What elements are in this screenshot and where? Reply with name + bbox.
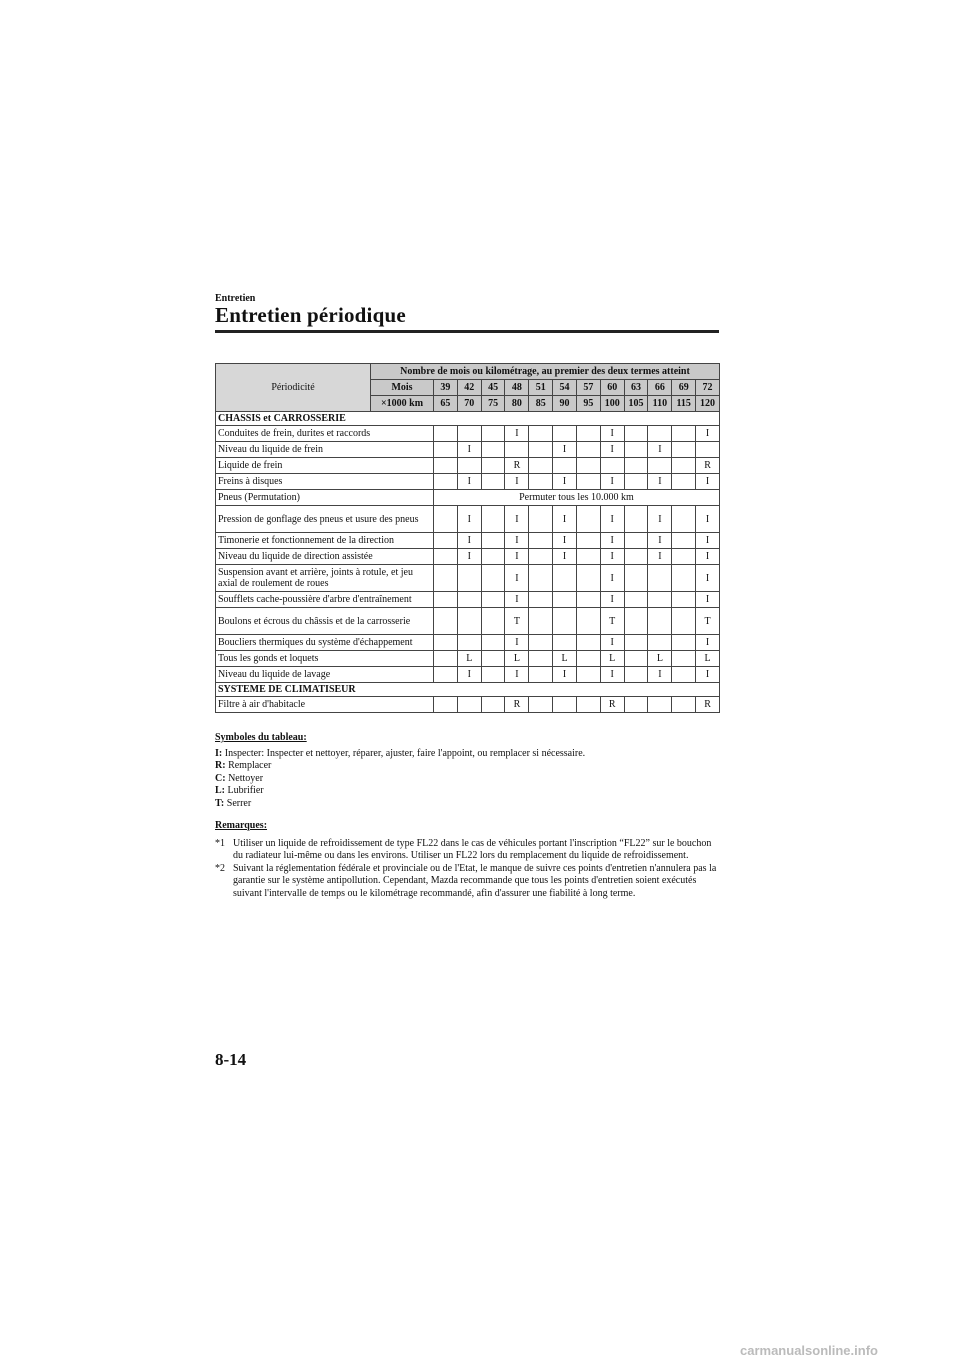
schedule-cell — [529, 565, 553, 592]
schedule-cell — [457, 635, 481, 651]
table-row — [216, 442, 720, 458]
period-header: Périodicité — [216, 364, 371, 412]
schedule-cell — [434, 458, 458, 474]
schedule-cell — [481, 549, 505, 565]
month-header: 51 — [529, 380, 553, 396]
schedule-cell — [576, 458, 600, 474]
schedule-cell: I — [696, 635, 720, 651]
schedule-cell: I — [505, 474, 529, 490]
schedule-cell — [576, 426, 600, 442]
schedule-cell — [553, 635, 577, 651]
table-row — [216, 533, 720, 549]
schedule-cell: I — [553, 533, 577, 549]
month-header: 45 — [481, 380, 505, 396]
schedule-cell: I — [457, 474, 481, 490]
schedule-cell — [529, 533, 553, 549]
schedule-cell — [529, 608, 553, 635]
schedule-cell: I — [600, 442, 624, 458]
remark-text: Suivant la réglementation fédérale et provinciale ou de l'Etat, le manque de suivre ces points d'entretien n'annulera pas la garantie sur le système antipollution. Cependant, Mazda recommande que tous les points d'entretien soient exécutés suivant l'intervalle de temps ou le kilométrage recommandé, afin d'assurer une fiabilité à long terme. — [233, 862, 717, 899]
month-header: 39 — [434, 380, 458, 396]
schedule-cell: I — [553, 474, 577, 490]
schedule-cell — [481, 474, 505, 490]
schedule-cell — [576, 549, 600, 565]
remark-item — [215, 838, 719, 863]
schedule-cell — [481, 506, 505, 533]
row-label: Freins à disques — [216, 474, 434, 490]
schedule-cell — [529, 474, 553, 490]
schedule-cell — [481, 667, 505, 683]
schedule-cell — [553, 426, 577, 442]
legend-text: Lubrifier — [225, 785, 264, 797]
schedule-cell — [553, 458, 577, 474]
schedule-cell: R — [505, 697, 529, 713]
title-rule — [215, 330, 719, 333]
schedule-cell — [481, 592, 505, 608]
schedule-cell — [481, 608, 505, 635]
schedule-cell: I — [457, 533, 481, 549]
schedule-cell — [553, 697, 577, 713]
month-header: 57 — [576, 380, 600, 396]
page-number: 8-14 — [215, 1050, 247, 1069]
km-header: 65 — [434, 396, 458, 412]
schedule-cell: I — [696, 506, 720, 533]
schedule-cell: I — [648, 442, 672, 458]
schedule-cell: I — [600, 506, 624, 533]
schedule-cell — [624, 651, 648, 667]
page-title: Entretien périodique — [215, 303, 406, 327]
schedule-cell: I — [600, 533, 624, 549]
legend-item — [215, 748, 585, 760]
schedule-cell — [434, 442, 458, 458]
section-heading: SYSTEME DE CLIMATISEUR — [216, 683, 720, 697]
legend-item — [215, 773, 585, 785]
km-header: 110 — [648, 396, 672, 412]
schedule-cell: I — [505, 635, 529, 651]
schedule-cell — [481, 533, 505, 549]
schedule-cell — [529, 592, 553, 608]
schedule-cell — [434, 608, 458, 635]
schedule-cell — [624, 549, 648, 565]
schedule-cell — [434, 506, 458, 533]
legend-text: Inspecter: Inspecter et nettoyer, réparer, ajuster, faire l'appoint, ou remplacer si nécessaire. — [222, 748, 586, 759]
schedule-cell: R — [600, 697, 624, 713]
schedule-cell — [624, 608, 648, 635]
schedule-cell — [434, 549, 458, 565]
schedule-cell — [576, 533, 600, 549]
schedule-cell: I — [457, 506, 481, 533]
schedule-cell: I — [457, 667, 481, 683]
schedule-cell — [672, 667, 696, 683]
row-label: Pression de gonflage des pneus et usure des pneus — [216, 506, 434, 533]
schedule-cell — [576, 442, 600, 458]
row-label: Soufflets cache-poussière d'arbre d'entraînement — [216, 592, 434, 608]
schedule-cell: I — [696, 565, 720, 592]
month-header: 54 — [553, 380, 577, 396]
table-row — [216, 651, 720, 667]
row-label: Timonerie et fonctionnement de la direction — [216, 533, 434, 549]
schedule-cell: L — [505, 651, 529, 667]
legend-list — [215, 748, 585, 810]
legend-code: R: — [215, 760, 226, 772]
schedule-cell — [624, 667, 648, 683]
month-header: 72 — [696, 380, 720, 396]
table-row — [216, 697, 720, 713]
schedule-cell — [576, 635, 600, 651]
schedule-cell — [672, 506, 696, 533]
schedule-cell: L — [553, 651, 577, 667]
months-label: Mois — [371, 380, 434, 396]
schedule-cell — [672, 458, 696, 474]
month-header: 69 — [672, 380, 696, 396]
table-row — [216, 592, 720, 608]
schedule-cell — [672, 474, 696, 490]
km-header: 75 — [481, 396, 505, 412]
schedule-cell — [624, 565, 648, 592]
schedule-cell — [481, 635, 505, 651]
month-header: 63 — [624, 380, 648, 396]
schedule-cell: I — [505, 426, 529, 442]
schedule-cell: I — [696, 426, 720, 442]
section-label: Entretien — [215, 293, 256, 304]
schedule-cell: L — [696, 651, 720, 667]
km-header: 85 — [529, 396, 553, 412]
schedule-cell — [529, 506, 553, 533]
month-header: 42 — [457, 380, 481, 396]
schedule-cell — [624, 426, 648, 442]
schedule-cell — [576, 565, 600, 592]
km-header: 70 — [457, 396, 481, 412]
schedule-cell — [600, 458, 624, 474]
schedule-cell: L — [600, 651, 624, 667]
section-heading: CHASSIS et CARROSSERIE — [216, 412, 720, 426]
schedule-cell — [553, 565, 577, 592]
schedule-cell: R — [696, 458, 720, 474]
row-label: Suspension avant et arrière, joints à rotule, et jeu axial de roulement de roues — [216, 565, 434, 592]
schedule-cell — [576, 592, 600, 608]
schedule-cell: I — [600, 474, 624, 490]
schedule-cell: I — [600, 426, 624, 442]
km-header: 105 — [624, 396, 648, 412]
schedule-cell — [529, 697, 553, 713]
schedule-cell — [648, 608, 672, 635]
schedule-cell — [624, 635, 648, 651]
schedule-cell — [457, 608, 481, 635]
row-label: Filtre à air d'habitacle — [216, 697, 434, 713]
row-label: Niveau du liquide de frein — [216, 442, 434, 458]
schedule-cell — [529, 651, 553, 667]
schedule-cell — [457, 592, 481, 608]
table-row — [216, 635, 720, 651]
schedule-cell: I — [505, 506, 529, 533]
table-row — [216, 565, 720, 592]
legend-item — [215, 785, 585, 797]
schedule-cell — [529, 667, 553, 683]
schedule-cell: I — [553, 549, 577, 565]
schedule-cell: I — [553, 667, 577, 683]
schedule-cell — [576, 506, 600, 533]
schedule-cell: T — [600, 608, 624, 635]
km-header: 95 — [576, 396, 600, 412]
schedule-cell: I — [696, 533, 720, 549]
schedule-cell: I — [648, 549, 672, 565]
schedule-cell — [481, 458, 505, 474]
schedule-cell: I — [648, 533, 672, 549]
schedule-cell — [624, 697, 648, 713]
row-span-value: Permuter tous les 10.000 km — [434, 490, 720, 506]
remark-number: *2 — [215, 862, 225, 874]
schedule-cell — [434, 474, 458, 490]
schedule-cell — [576, 697, 600, 713]
schedule-cell — [529, 458, 553, 474]
legend-code: I: — [215, 748, 223, 759]
schedule-cell: I — [600, 635, 624, 651]
schedule-cell: T — [696, 608, 720, 635]
km-label: ×1000 km — [371, 396, 434, 412]
schedule-cell — [648, 458, 672, 474]
schedule-cell: L — [648, 651, 672, 667]
schedule-cell: I — [457, 549, 481, 565]
schedule-cell — [576, 474, 600, 490]
schedule-cell — [672, 549, 696, 565]
schedule-cell: R — [505, 458, 529, 474]
schedule-cell — [672, 592, 696, 608]
schedule-cell — [457, 565, 481, 592]
schedule-cell — [576, 651, 600, 667]
legend-text: Nettoyer — [225, 772, 264, 784]
schedule-cell — [672, 635, 696, 651]
schedule-cell: I — [696, 549, 720, 565]
schedule-cell: I — [600, 592, 624, 608]
schedule-cell: T — [505, 608, 529, 635]
schedule-cell: I — [457, 442, 481, 458]
schedule-cell — [576, 667, 600, 683]
remarks-title: Remarques: — [215, 820, 268, 831]
schedule-cell — [624, 442, 648, 458]
km-header: 90 — [553, 396, 577, 412]
km-header: 120 — [696, 396, 720, 412]
schedule-cell: I — [696, 667, 720, 683]
schedule-cell — [624, 506, 648, 533]
schedule-cell: I — [505, 592, 529, 608]
table-row — [216, 549, 720, 565]
schedule-cell — [434, 697, 458, 713]
schedule-cell — [481, 651, 505, 667]
maintenance-schedule-table — [215, 363, 720, 713]
table-row — [216, 458, 720, 474]
row-label: Boucliers thermiques du système d'échappement — [216, 635, 434, 651]
schedule-cell — [434, 565, 458, 592]
month-header: 48 — [505, 380, 529, 396]
schedule-cell: I — [553, 506, 577, 533]
legend-code: L: — [215, 785, 225, 797]
schedule-cell — [672, 426, 696, 442]
schedule-cell — [624, 474, 648, 490]
row-label: Niveau du liquide de lavage — [216, 667, 434, 683]
schedule-cell — [434, 533, 458, 549]
row-label: Conduites de frein, durites et raccords — [216, 426, 434, 442]
schedule-cell — [481, 442, 505, 458]
schedule-cell: I — [600, 549, 624, 565]
legend-text: Remplacer — [225, 760, 272, 772]
schedule-cell — [481, 426, 505, 442]
schedule-cell: I — [505, 565, 529, 592]
schedule-cell — [648, 565, 672, 592]
table-row — [216, 426, 720, 442]
section-row — [216, 412, 720, 426]
schedule-cell — [696, 442, 720, 458]
schedule-cell: I — [600, 565, 624, 592]
schedule-cell: I — [505, 667, 529, 683]
schedule-cell — [529, 549, 553, 565]
remark-text: Utiliser un liquide de refroidissement de type FL22 dans le cas de véhicules portant l'inscription “FL22” sur le bouchon du radiateur lui-même ou dans les environs. Utiliser un FL22 lors du remplacement du liquide de refroidissement. — [233, 838, 712, 862]
schedule-cell — [481, 565, 505, 592]
table-row — [216, 608, 720, 635]
row-label: Liquide de frein — [216, 458, 434, 474]
schedule-cell: I — [648, 667, 672, 683]
legend-code: C: — [215, 772, 226, 784]
schedule-cell — [648, 697, 672, 713]
schedule-cell — [553, 608, 577, 635]
schedule-cell: I — [505, 533, 529, 549]
table-row — [216, 506, 720, 533]
remark-number: *1 — [215, 838, 225, 849]
schedule-cell — [457, 426, 481, 442]
row-label: Tous les gonds et loquets — [216, 651, 434, 667]
table-row — [216, 474, 720, 490]
schedule-cell — [576, 608, 600, 635]
row-label: Niveau du liquide de direction assistée — [216, 549, 434, 565]
schedule-cell — [624, 458, 648, 474]
schedule-cell — [648, 592, 672, 608]
km-header: 80 — [505, 396, 529, 412]
schedule-cell: R — [696, 697, 720, 713]
watermark: carmanualsonline.info — [740, 1343, 878, 1358]
schedule-cell — [434, 667, 458, 683]
remark-item — [215, 863, 719, 900]
schedule-cell — [672, 697, 696, 713]
km-header: 115 — [672, 396, 696, 412]
schedule-cell: I — [553, 442, 577, 458]
table-row — [216, 490, 720, 506]
schedule-cell — [553, 592, 577, 608]
schedule-cell — [505, 442, 529, 458]
schedule-cell: I — [648, 474, 672, 490]
month-header: 66 — [648, 380, 672, 396]
schedule-cell — [457, 458, 481, 474]
schedule-cell — [434, 426, 458, 442]
schedule-cell — [529, 442, 553, 458]
legend-code: T: — [215, 797, 225, 809]
schedule-cell — [672, 442, 696, 458]
table-row — [216, 667, 720, 683]
row-label: Boulons et écrous du châssis et de la carrosserie — [216, 608, 434, 635]
legend-title: Symboles du tableau: — [215, 732, 307, 743]
month-header: 60 — [600, 380, 624, 396]
schedule-cell — [434, 635, 458, 651]
span-header: Nombre de mois ou kilométrage, au premier des deux termes atteint — [371, 364, 720, 380]
schedule-cell — [529, 635, 553, 651]
schedule-cell: L — [457, 651, 481, 667]
remarks-list — [215, 838, 719, 900]
schedule-cell — [457, 697, 481, 713]
schedule-cell: I — [600, 667, 624, 683]
schedule-cell — [672, 533, 696, 549]
schedule-cell — [481, 697, 505, 713]
section-row — [216, 683, 720, 697]
schedule-cell: I — [696, 592, 720, 608]
km-header: 100 — [600, 396, 624, 412]
schedule-cell — [648, 426, 672, 442]
legend-item — [215, 760, 585, 772]
schedule-cell: I — [696, 474, 720, 490]
schedule-body — [216, 412, 720, 713]
schedule-cell — [529, 426, 553, 442]
schedule-cell — [624, 533, 648, 549]
schedule-cell — [434, 592, 458, 608]
schedule-cell — [624, 592, 648, 608]
schedule-cell — [648, 635, 672, 651]
row-label: Pneus (Permutation) — [216, 490, 434, 506]
legend-text: Serrer — [224, 797, 252, 809]
schedule-cell — [672, 651, 696, 667]
schedule-cell — [672, 608, 696, 635]
legend-item — [215, 798, 585, 810]
schedule-cell — [672, 565, 696, 592]
schedule-cell: I — [505, 549, 529, 565]
schedule-cell — [434, 651, 458, 667]
schedule-cell: I — [648, 506, 672, 533]
